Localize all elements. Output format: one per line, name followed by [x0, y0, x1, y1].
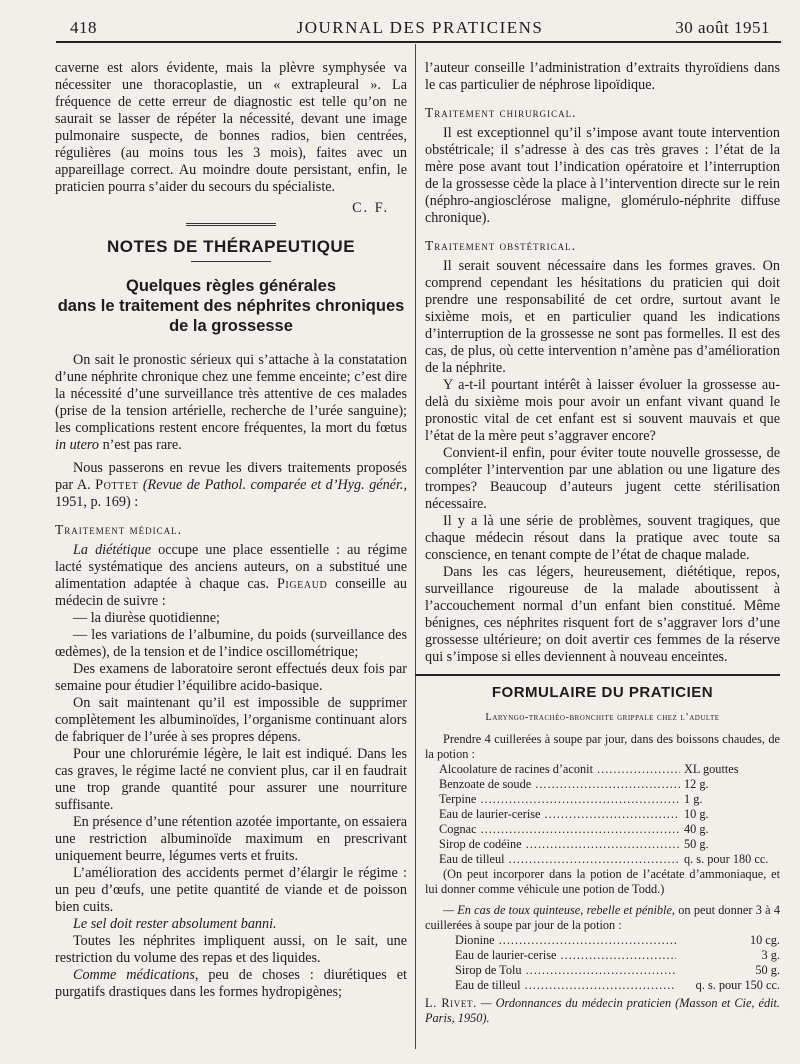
subheading: Traitement médical.: [55, 522, 182, 537]
ingredient-row: Sirop de codéine ..... 50 g.: [425, 837, 780, 852]
ingredient-row: Terpine ..... 1 g.: [425, 792, 780, 807]
ingredient-row: Eau de tilleul ..... q. s. pour 180 cc.: [425, 852, 780, 867]
paragraph: Convient-il enfin, pour éviter toute nouvelle grossesse, de compléter l’intervention par une ablation ou une ligature des trompes? Beaucoup d’auteurs jugent cette stérilisation nécessaire.: [425, 445, 780, 512]
header-rule: [56, 41, 781, 43]
page-header: [70, 18, 770, 40]
article-title-line-3: de la grossesse: [169, 317, 293, 335]
ingredient-row: Eau de laurier-cerise ..... 3 g.: [425, 948, 780, 963]
paragraph: On sait maintenant qu’il est impossible de supprimer complètement les albuminoïdes, l’organisme continuant alors de fabriquer de l’urée à ses propres dépens.: [55, 695, 407, 745]
ingredient-row: Dionine ..... 10 cg.: [425, 933, 780, 948]
formulaire-toux: — En cas de toux quinteuse, rebelle et pénible, on peut donner 3 à 4 cuillerées à soupe par jour de la potion :: [425, 903, 780, 932]
paragraph: Y a-t-il pourtant intérêt à laisser évoluer la grossesse au-delà du sixième mois pour avoir un enfant vivant quand le pronostic vital de cet enfant est si souvent mauvais et que l’état de la mère peut s’aggraver encore?: [425, 377, 780, 444]
formulaire-intro: Prendre 4 cuillerées à soupe par jour, dans des boissons chaudes, de la potion :: [425, 732, 780, 761]
article-title-line-1: Quelques règles générales: [125, 277, 336, 295]
formulaire-reference: L. Rivet. — Ordonnances du médecin praticien (Masson et Cie, édit. Paris, 1950).: [425, 996, 780, 1025]
ingredient-row: Cognac ..... 40 g.: [425, 822, 780, 837]
paragraph: — les variations de l’albumine, du poids (surveillance des œdèmes), de la tension et de l’indice oscillométrique;: [55, 627, 407, 660]
paragraph: Toutes les néphrites impliquent aussi, on le sait, une restriction du volume des repas et des liquides.: [55, 933, 407, 966]
column-divider: [415, 44, 416, 1049]
article-title: [55, 276, 407, 336]
ingredient-row: Eau de tilleul ..... q. s. pour 150 cc.: [425, 978, 780, 993]
issue-date: 30 août 1951: [675, 18, 770, 37]
formulaire-note: (On peut incorporer dans la potion de l’acétate d’ammoniaque, et lui donner comme véhicule une potion de Todd.): [425, 867, 780, 896]
double-rule: [186, 223, 276, 228]
ingredient-row: Eau de laurier-cerise ..... 10 g.: [425, 807, 780, 822]
paragraph: Dans les cas légers, heureusement, diététique, repos, surveillance rigoureuse de la malade aboutissent à l’accouchement normal d’un enfant bien constitué. Même bénignes, ces néphrites risquent fort de s’aggraver lors d’une grossesse ultérieure; on doit avertir ces femmes de la réserve qui s’impose si elles deviennent à nouveau enceintes.: [425, 564, 780, 665]
paragraph: l’auteur conseille l’administration d’extraits thyroïdiens dans le cas particulier de néphrose lipoïdique.: [425, 60, 780, 93]
paragraph: La diététique occupe une place essentielle : au régime lacté systématique des anciens auteurs, on a substitué une alimentation adaptée à chaque cas. Pigeaud conseille au médecin de suivre :: [55, 542, 408, 609]
paragraph: On sait le pronostic sérieux qui s’attache à la constatation d’une néphrite chronique chez une femme enceinte; c’est dire la nécessité d’une surveillance très attentive de ces malades (prise de la tension artérielle, recherche de l’urée sanguine); les complications restent encore fréquentes, la mort du fœtus in utero n’est pas rare.: [55, 352, 407, 453]
signature: C. F.: [352, 200, 389, 216]
formulaire-rule: [415, 674, 780, 676]
intro-paragraph: caverne est alors évidente, mais la plèvre symphysée va nécessiter une thoracoplastie, un « extrapleural ». La fréquence de cette erreur de diagnostic est telle qu’on ne saurait se lasser de répéter la nécessité, devant une image pulmonaire suspecte, de bonnes radios, bien centrées, régulières (au moins tous les 3 mois), faites avec un appareillage correct. Au moindre doute persistant, enfin, le praticien pourra s’aider du secours du spécialiste.: [55, 60, 407, 195]
section-title: NOTES DE THÉRAPEUTIQUE: [106, 237, 356, 256]
left-column: [55, 60, 407, 1001]
paragraph: Il est exceptionnel qu’il s’impose avant toute intervention obstétricale; il s’adresse à des cas très graves : l’état de la mère pose avant tout l’indication opératoire et l’interruption de la grossesse cède la place à l’intervention directe sur le rein (néphro-angiosclérose maligne, glomérulo-néphrite diffuse chronique).: [425, 125, 780, 226]
right-column: [425, 60, 780, 1026]
ingredient-row: Benzoate de soude ..... 12 g.: [425, 777, 780, 792]
page-number: 418: [70, 18, 97, 37]
journal-title: JOURNAL DES PRATICIENS: [296, 18, 544, 37]
paragraph: Le sel doit rester absolument banni.: [73, 916, 277, 932]
section-rule: [191, 261, 271, 262]
potion-1: [425, 762, 780, 867]
ingredient-row: Sirop de Tolu ..... 50 g.: [425, 963, 780, 978]
paragraph: L’amélioration des accidents permet d’élargir le régime : un peu d’œufs, une petite quantité de viande et de poisson bien cuits.: [55, 865, 407, 915]
paragraph: Nous passerons en revue les divers traitements proposés par A. Pottet (Revue de Pathol. comparée et d’Hyg. génér., 1951, p. 169) :: [55, 460, 408, 510]
paragraph: — la diurèse quotidienne;: [73, 610, 220, 626]
paragraph: Pour une chlorurémie légère, le lait est indiqué. Dans les cas graves, le régime lacté ne convient plus, car il en faudrait une trop grande quantité pour assurer une nourriture suffisante.: [55, 746, 407, 813]
subheading: Traitement chirurgical.: [425, 105, 577, 120]
formulaire-title: FORMULAIRE DU PRATICIEN: [491, 684, 714, 701]
paragraph: En présence d’une rétention azotée importante, on essaiera une restriction albuminoïde maximum en prescrivant uniquement beurre, légumes verts et fruits.: [55, 814, 407, 864]
paragraph: Des examens de laboratoire seront effectués deux fois par semaine pour étudier l’équilibre acido-basique.: [55, 661, 407, 694]
formulaire-subtitle: Laryngo-trachéo-bronchite grippale chez l’adulte: [485, 712, 720, 723]
subheading: Traitement obstétrical.: [425, 238, 576, 253]
paragraph: Il y a là une série de problèmes, souvent tragiques, que chaque médecin résout dans la pratique avec toute sa conscience, en tenant compte de l’état de chaque malade.: [425, 513, 780, 563]
ingredient-row: Alcoolature de racines d’aconit ..... XL gouttes: [425, 762, 780, 777]
potion-2: [425, 933, 780, 993]
paragraph: Comme médications, peu de choses : diurétiques et purgatifs drastiques dans les formes hydropigènes;: [55, 967, 408, 1000]
paragraph: Il serait souvent nécessaire dans les formes graves. On comprend cependant les hésitations du praticien qui doit prendre une responsabilité de cet ordre, surtout avant le sixième mois, et en particulier quand les indications d’interruption de la grossesse ne sont pas formelles. Il est des cas, de plus, où cette intervention n’amène pas d’amélioration de la néphrite.: [425, 258, 780, 376]
article-title-line-2: dans le traitement des néphrites chroniques: [57, 297, 405, 315]
